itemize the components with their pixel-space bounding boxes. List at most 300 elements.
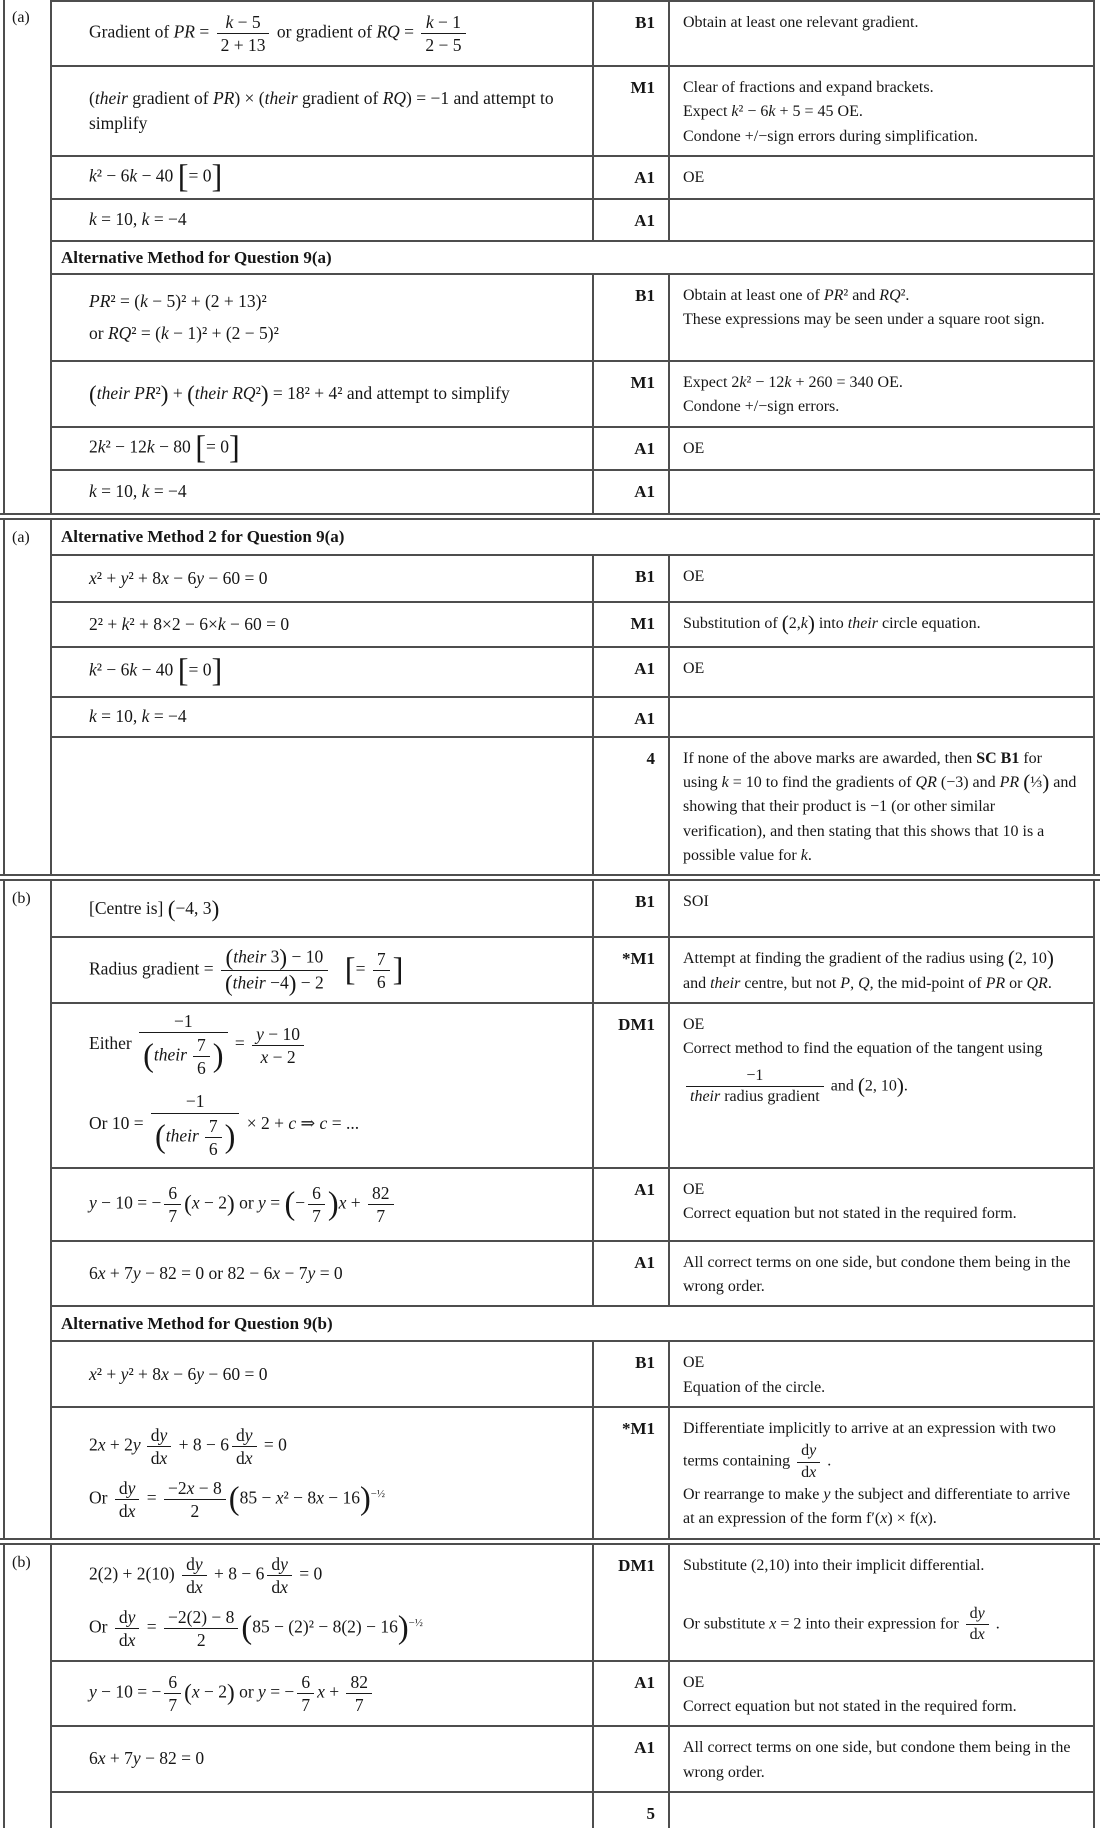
text-run: = 10, [96,481,142,502]
fraction-numerator [115,1607,140,1629]
table-row [52,1167,1093,1240]
big-paren: ] [211,158,223,195]
text-run: = ... [327,1113,360,1134]
mark-cell: *M1 [594,938,670,1002]
text-run: or gradient of [272,21,377,42]
text-run: 7 [376,1205,386,1226]
mark-cell: A1 [594,698,670,736]
text-run: − 6 [168,1363,197,1384]
text-run: + [346,1192,366,1213]
text-run: 85 − [239,1487,276,1508]
guidance-text [683,890,1079,914]
table-row [52,2,1093,65]
rows-container [52,0,1093,513]
paren: ) [1046,946,1054,971]
text-run: QR [1026,974,1048,992]
text-run: Obtain at least one of [683,287,824,305]
text-run: = [230,1033,250,1054]
text-run: + 8 − 6 [174,1434,229,1455]
text-run: = 10, [96,706,142,727]
text-run: x [161,567,169,588]
guidance-text [683,565,1079,589]
answer-cell [52,1169,594,1240]
text-run: or [89,322,108,343]
fraction [205,1116,222,1159]
text-run: = 0 [205,436,229,457]
v-gap [683,1578,1079,1604]
big-paren: [ [195,429,206,466]
text-run: Condone +/−sign errors. [683,398,840,416]
text-run: d [801,1463,810,1481]
text-run: 6 [168,1182,178,1203]
text-run: (−3) and [936,774,1000,792]
text-run: PR [173,21,195,42]
text-run: Or rearrange to make [683,1486,824,1504]
guidance-cell [670,471,1093,513]
fraction-numerator [164,1607,238,1629]
mark-cell: DM1 [594,1545,670,1660]
fraction-denominator [368,1205,394,1226]
text-run: 2 − 5 [425,35,462,55]
fraction-numerator [232,1425,257,1447]
answer-math [89,207,187,232]
fraction-denominator [182,1576,207,1597]
text-run: −4, 3 [175,898,212,919]
text-run: gradient of [297,87,383,108]
answer-math [89,896,219,921]
text-run: y [194,1553,203,1574]
text-run: PR [823,287,844,305]
table-row [52,696,1093,736]
big-paren: ) [360,1480,371,1517]
guidance-cell [670,200,1093,240]
guidance-text [683,747,1079,869]
text-run: ) × f( [887,1510,921,1528]
answer-math [89,86,584,137]
answer-math [89,1010,359,1161]
text-run: d [969,1626,978,1644]
exponent: −½ [408,1617,423,1630]
rows-container [52,1545,1093,1828]
text-run: OE [683,1354,705,1372]
text-run: 7 [376,948,386,969]
text-run: PR [999,774,1020,792]
text-run: k [89,481,97,502]
text-run: 2 + 13 [220,35,266,55]
text-run: ² − 12 [746,374,785,392]
text-run: k [97,436,106,457]
answer-math [89,1362,268,1387]
text-run: k [731,103,739,121]
text-run: k [721,774,729,792]
big-paren: ) [224,1118,236,1155]
guidance-text [683,657,1079,681]
guidance-text [683,947,1079,996]
text-run: ² + 8×2 − 6× [129,613,218,634]
table-row [52,1002,1093,1167]
answer-math [89,1671,375,1716]
answer-cell [52,67,594,155]
text-run: y [307,1262,316,1283]
table-row [52,554,1093,601]
text-run: ⇒ [296,1113,320,1134]
text-run: 6 [168,1671,178,1692]
guidance-cell [670,938,1093,1002]
text-run: All correct terms on one side, but condone them being in the wrong order. [683,1739,1071,1781]
paren: ) [211,895,220,922]
v-gap [89,1080,359,1090]
fraction-denominator [252,1046,304,1067]
part-label: (b) [5,1545,52,1828]
text-run: x [272,1262,281,1283]
answer-math [89,1261,343,1286]
method-header-row [52,1305,1093,1340]
fraction [368,1183,394,1226]
text-run: their RQ [194,383,256,404]
fraction-denominator [205,1138,222,1159]
text-run: OE [683,1673,705,1691]
answer-cell [52,938,594,1002]
text-run: x [244,1447,253,1468]
text-run: [Centre is] [89,898,168,919]
text-run: = [142,1616,161,1637]
answer-math [89,429,240,466]
text-run: x [809,1463,817,1481]
paren: ( [857,1073,865,1098]
paren: ) [896,1073,904,1098]
text-run: y [89,1192,97,1213]
text-run: 2(2) + 2(10) [89,1563,180,1584]
text-run: Correct equation but not stated in the required form. [683,1698,1017,1716]
answer-math [89,1182,397,1227]
text-run: x [97,1748,106,1769]
fraction-numerator [164,1183,181,1205]
answer-cell [52,556,594,601]
answer-cell [52,200,594,240]
text-run: 2, 10 [1014,950,1047,968]
mark-cell: B1 [594,556,670,601]
text-run: Equation of the circle. [683,1378,826,1396]
text-run: 6 [312,1182,321,1203]
answer-math [89,566,268,591]
text-run: Either [89,1033,137,1054]
text-run: x [920,1510,928,1528]
text-run: 85 − (2)² − 8(2) − 16 [252,1616,398,1637]
text-run: 2 [89,436,98,457]
text-run: d [150,1424,160,1445]
guidance-text [683,11,1079,35]
guidance-cell [670,698,1093,736]
text-run: x [280,1577,288,1598]
text-run: 2 [190,1500,200,1521]
text-run: + 7 [105,1748,133,1769]
fraction-numerator [164,1672,181,1694]
text-run: . [1047,974,1052,992]
text-run: radius gradient [720,1088,820,1106]
text-run: = 10, [96,209,142,230]
fraction-numerator [797,1442,820,1462]
text-run: k [140,291,148,312]
text-run: y [196,1363,204,1384]
fraction-denominator [308,1205,325,1226]
text-run: − 5 [233,11,261,32]
text-run: y [258,1681,266,1702]
text-run: OE [683,439,705,457]
text-run: = [194,21,214,42]
text-run: = 0 [188,659,212,680]
guidance-text [683,1013,1079,1107]
answer-math [89,1424,385,1523]
text-run: k [739,374,747,392]
rows-container [52,881,1093,1537]
answer-math [89,704,187,729]
big-paren: ] [211,653,223,690]
text-run: PR [985,974,1006,992]
text-run: Expect [683,103,732,121]
mark-cell: M1 [594,603,670,646]
text-run: y [244,1424,253,1445]
table-row [52,360,1093,426]
section-separator [0,1538,1100,1545]
text-run: c [288,1113,297,1134]
text-run: y [120,567,129,588]
answer-cell [52,157,594,198]
fraction [217,12,270,55]
text-run: y [127,1607,136,1628]
fraction-denominator [139,1033,227,1079]
text-run: − 40 [137,659,178,680]
fraction-denominator [297,1694,314,1715]
fraction [297,1672,314,1715]
answer-cell [52,428,594,469]
text-run: x [338,1192,347,1213]
mark-cell: A1 [594,1242,670,1306]
fraction-numerator [193,1035,210,1057]
text-run: − 60 = 0 [225,613,290,634]
text-run: − 2 [268,1046,296,1067]
text-run: x [191,1681,200,1702]
table-row [52,426,1093,469]
fraction [232,1425,257,1468]
text-run: k [425,11,434,32]
text-run: − 82 = 0 [140,1748,205,1769]
text-run: d [118,1477,128,1498]
answer-cell [52,648,594,696]
text-run: for using [683,749,1042,792]
fraction-denominator [115,1500,140,1521]
fraction-denominator [164,1500,226,1521]
answer-cell [52,698,594,736]
paren: ( [225,943,234,970]
text-run: ² [255,383,261,404]
text-run: their [94,87,128,108]
table-row [52,198,1093,240]
text-run: − 10 [287,946,324,967]
text-run: −1 [174,1011,193,1031]
fraction-denominator [797,1463,820,1482]
section [5,520,1093,875]
paren: ) [279,943,288,970]
guidance-text [683,1251,1079,1300]
text-run: Expect 2 [683,374,740,392]
text-run: ² + [96,1363,121,1384]
answer-cell [52,881,594,936]
guidance-cell [670,1727,1093,1791]
text-run: = 0 [188,165,212,186]
text-run: − 10 = − [96,1681,162,1702]
text-run: k [129,165,138,186]
text-run: 2, 10 [864,1077,897,1095]
text-run: 2 [196,1630,206,1651]
text-run: + 260 = 340 OE. [791,374,903,392]
method-header-text: Alternative Method for Question 9(a) [61,247,332,267]
fraction-numerator [368,1183,394,1205]
text-run: − 5)² + (2 + 13)² [147,291,267,312]
text-run: d [801,1442,810,1460]
text-run: , [850,974,859,992]
text-run: − 16 [323,1487,360,1508]
fraction-numerator [297,1672,314,1694]
text-run: y [258,1192,266,1213]
v-gap [89,1598,423,1606]
text-run: Or [89,1487,112,1508]
fraction [164,1478,226,1521]
answer-math [89,381,510,406]
fraction-denominator [164,1694,181,1715]
text-run: These expressions may be seen under a square root sign. [683,311,1045,329]
mark-cell: A1 [594,648,670,696]
fraction [164,1672,181,1715]
text-run: OE [683,567,705,585]
answer-math [89,479,187,504]
fraction [115,1607,140,1650]
text-run: 6 [196,1058,206,1079]
text-run: and [826,1077,858,1095]
text-run: k [89,209,97,230]
section-separator [0,874,1100,881]
text-run: Gradient of [89,21,174,42]
text-run: RQ [879,287,901,305]
text-run: ). [927,1510,937,1528]
text-run: ² + 8 [128,567,162,588]
text-run: y [977,1605,985,1623]
big-paren: ) [327,1185,339,1222]
answer-cell [52,1545,594,1660]
text-run: Obtain at least one relevant gradient. [683,14,919,31]
text-run: 6 [376,971,386,992]
answer-cell [52,1004,594,1167]
fraction [115,1478,140,1521]
text-run: ² and [843,287,880,305]
part-label: (a) [5,0,52,513]
mark-cell: A1 [594,1169,670,1240]
fraction [308,1183,325,1226]
text-run: k [800,614,808,632]
text-run: 6 [89,1748,98,1769]
text-run: − 2 [296,972,324,993]
fraction-numerator [346,1672,372,1694]
text-run: y [120,1363,129,1384]
fraction [164,1607,238,1650]
text-run: x [260,1046,269,1067]
text-run: x [769,1615,777,1633]
text-run: 82 [372,1182,390,1203]
text-run: Q [858,974,870,992]
text-run: d [118,1607,128,1628]
paren: ( [184,1678,192,1705]
text-run: −2(2) − 8 [168,1607,235,1628]
text-run: − [295,1192,306,1213]
table-row [52,65,1093,155]
answer-cell [52,1727,594,1791]
guidance-cell [670,1793,1093,1828]
paren: ) [227,1678,235,1705]
section-separator [0,513,1100,520]
text-run: x [97,1262,106,1283]
text-run: 7 [312,1205,321,1226]
text-run: x [194,1577,203,1598]
text-run: y [159,1424,168,1445]
text-run: SC B1 [976,749,1020,767]
text-run: If none of the above marks are awarded, then [683,749,977,767]
table-row [52,601,1093,646]
fraction-numerator [139,1011,227,1033]
big-paren: ( [143,1038,154,1075]
text-run: OE [683,168,705,186]
answer-math [89,11,469,56]
text-run: ² − 8 [283,1487,317,1508]
text-run: k [141,209,150,230]
text-run: the subject and differentiate to arrive at an expression of the form f′( [683,1486,1071,1528]
text-run: ² − 6 [96,659,130,680]
text-run: d [271,1577,281,1598]
big-paren: [ [177,158,189,195]
guidance-cell [670,2,1093,65]
text-run: + [324,1681,344,1702]
text-run: ⅓ [1030,774,1043,792]
text-run: Clear of fractions and expand brackets. [683,79,934,96]
text-run: x [127,1500,136,1521]
text-run: 2 [89,1434,98,1455]
fraction-denominator [147,1447,172,1468]
text-run: Attempt at finding the gradient of the radius using [683,950,1008,968]
text-run: QR [915,774,937,792]
fraction [193,1035,210,1078]
fraction-numerator [205,1116,222,1138]
text-run: x [89,567,97,588]
text-run: d [235,1447,245,1468]
fraction [164,1183,181,1226]
guidance-cell [670,275,1093,360]
answer-math [89,158,223,195]
guidance-text [683,1178,1079,1227]
section [5,881,1093,1537]
text-run: + 8 − 6 [209,1563,265,1584]
fraction-numerator [421,12,465,34]
big-paren: ( [228,1480,240,1517]
text-run: their [232,972,266,993]
fraction-numerator [252,1024,304,1046]
text-run: y [89,1681,97,1702]
text-run: their [710,974,741,992]
answer-cell [52,1242,594,1306]
text-run: 7 [168,1205,178,1226]
guidance-cell [670,67,1093,155]
text-run: −4 [265,972,289,993]
text-run: − 10 [263,1023,301,1044]
text-run: − 80 [154,436,196,457]
text-run: y [809,1442,817,1460]
